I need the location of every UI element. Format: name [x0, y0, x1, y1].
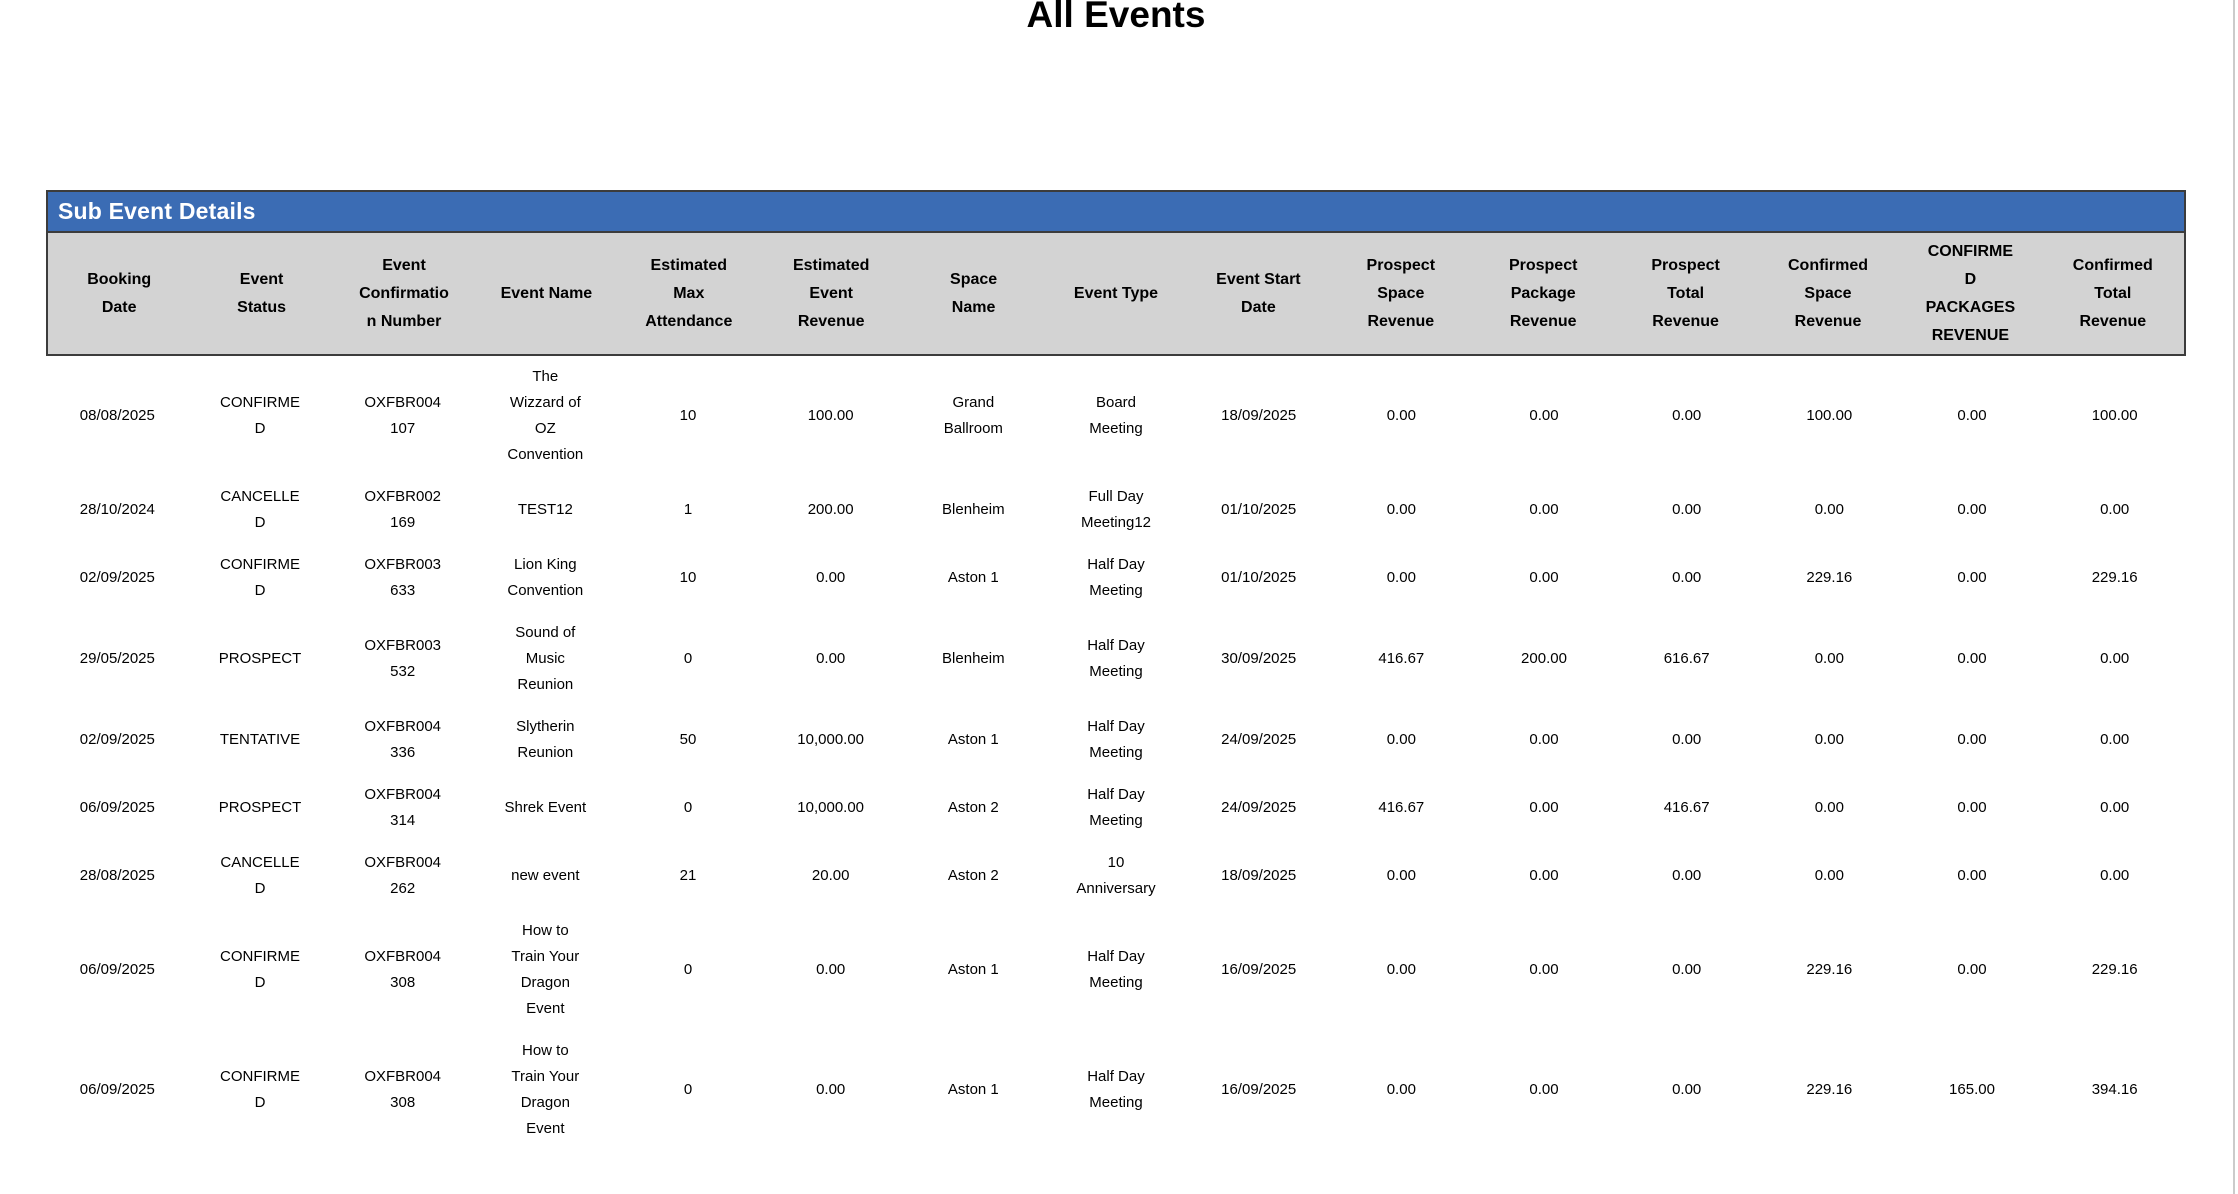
column-header-label: Event Start Date: [1216, 270, 1301, 316]
cell-estimated-event-revenue: 20.00: [811, 867, 850, 884]
cell-estimated-max-attendance: 0: [683, 799, 693, 816]
column-header-space-name: [902, 233, 1044, 354]
cell-event-name: TEST12: [517, 501, 573, 518]
cell-prospect-package-revenue: 0.00: [1529, 1081, 1559, 1098]
section-header-bar: [48, 192, 2184, 233]
cell-estimated-event-revenue: 0.00: [816, 1081, 846, 1098]
cell-confirmed-total-revenue: 229.16: [2091, 569, 2138, 586]
cell-booking-date: 08/08/2025: [79, 407, 155, 424]
cell-confirmed-packages-revenue: 0.00: [1957, 731, 1987, 748]
cell-event-type: Board Meeting: [1089, 394, 1143, 437]
column-header-prospect-package-revenue: [1472, 233, 1614, 354]
column-header-label: Estimated Max Attendance: [645, 256, 733, 330]
cell-prospect-space-revenue: 0.00: [1386, 569, 1416, 586]
cell-prospect-package-revenue: 200.00: [1521, 650, 1567, 667]
cell-prospect-space-revenue: 0.00: [1386, 407, 1416, 424]
table-row: [46, 612, 2186, 706]
cell-confirmed-space-revenue: 0.00: [1814, 501, 1844, 518]
column-header-label: Confirmed Space Revenue: [1787, 256, 1868, 330]
cell-prospect-space-revenue: 0.00: [1386, 1081, 1416, 1098]
cell-confirmed-packages-revenue: 0.00: [1957, 569, 1987, 586]
table-row: [46, 774, 2186, 842]
cell-event-start-date: 18/09/2025: [1221, 867, 1297, 884]
cell-event-name: The Wizzard of OZ Convention: [507, 368, 584, 463]
column-header-prospect-total-revenue: [1614, 233, 1756, 354]
cell-space-name: Aston 1: [947, 731, 999, 748]
cell-prospect-total-revenue: 0.00: [1672, 501, 1702, 518]
column-header-event-confirmation-number: [333, 233, 475, 354]
cell-prospect-space-revenue: 416.67: [1378, 650, 1425, 667]
column-header-event-type: [1045, 233, 1187, 354]
cell-confirmed-packages-revenue: 0.00: [1957, 650, 1987, 667]
cell-event-name: How to Train Your Dragon Event: [511, 1042, 580, 1137]
cell-confirmed-total-revenue: 0.00: [2100, 799, 2130, 816]
cell-event-type: 10 Anniversary: [1076, 854, 1156, 897]
cell-event-status: CANCELLED: [220, 488, 300, 531]
cell-event-status: PROSPECT: [218, 799, 302, 816]
cell-confirmed-total-revenue: 0.00: [2100, 731, 2130, 748]
cell-confirmed-space-revenue: 0.00: [1814, 650, 1844, 667]
cell-booking-date: 29/05/2025: [79, 650, 155, 667]
column-header-estimated-max-attendance: [618, 233, 760, 354]
cell-space-name: Blenheim: [942, 501, 1005, 518]
column-header-label: Event Type: [1073, 284, 1159, 302]
cell-estimated-event-revenue: 100.00: [807, 407, 854, 424]
cell-prospect-total-revenue: 0.00: [1672, 569, 1702, 586]
section-header-label: Sub Event Details: [58, 198, 256, 224]
cell-event-start-date: 18/09/2025: [1221, 407, 1297, 424]
cell-prospect-total-revenue: 416.67: [1663, 799, 1710, 816]
cell-confirmed-total-revenue: 0.00: [2100, 501, 2130, 518]
cell-estimated-event-revenue: 0.00: [816, 650, 846, 667]
cell-prospect-package-revenue: 0.00: [1529, 867, 1559, 884]
column-header-label: Prospect Package Revenue: [1508, 256, 1578, 330]
cell-estimated-max-attendance: 10: [679, 569, 697, 586]
cell-space-name: Blenheim: [942, 650, 1005, 667]
cell-prospect-space-revenue: 0.00: [1386, 731, 1416, 748]
cell-confirmed-total-revenue: 229.16: [2091, 961, 2138, 978]
cell-event-name: Sound of Music Reunion: [515, 624, 576, 693]
cell-event-confirmation-number: OXFBR002169: [364, 488, 442, 531]
cell-event-name: Lion King Convention: [507, 556, 584, 599]
cell-booking-date: 02/09/2025: [79, 569, 155, 586]
column-header-prospect-space-revenue: [1330, 233, 1472, 354]
cell-event-name: Shrek Event: [504, 799, 587, 816]
column-header-label: Event Confirmation Number: [359, 256, 449, 330]
cell-prospect-space-revenue: 0.00: [1386, 501, 1416, 518]
cell-event-confirmation-number: OXFBR004262: [364, 854, 442, 897]
cell-confirmed-packages-revenue: 0.00: [1957, 867, 1987, 884]
cell-prospect-space-revenue: 416.67: [1378, 799, 1425, 816]
page-right-edge-line: [2233, 0, 2235, 1194]
cell-space-name: Aston 2: [947, 799, 999, 816]
cell-confirmed-packages-revenue: 0.00: [1957, 961, 1987, 978]
table-row: [46, 356, 2186, 476]
cell-confirmed-packages-revenue: 0.00: [1957, 407, 1987, 424]
column-header-label: Event Status: [237, 270, 287, 316]
cell-confirmed-total-revenue: 0.00: [2100, 650, 2130, 667]
cell-prospect-package-revenue: 0.00: [1529, 731, 1559, 748]
cell-event-name: new event: [511, 867, 580, 884]
column-header-confirmed-total-revenue: [2042, 233, 2184, 354]
cell-prospect-package-revenue: 0.00: [1529, 799, 1559, 816]
column-header-estimated-event-revenue: [760, 233, 902, 354]
table-row: [46, 476, 2186, 544]
cell-space-name: Grand Ballroom: [943, 394, 1003, 437]
cell-event-type: Half Day Meeting: [1087, 948, 1145, 991]
cell-space-name: Aston 1: [947, 569, 999, 586]
cell-confirmed-packages-revenue: 0.00: [1957, 501, 1987, 518]
cell-event-confirmation-number: OXFBR004308: [364, 1068, 442, 1111]
cell-booking-date: 06/09/2025: [79, 961, 155, 978]
column-header-label: Booking Date: [87, 270, 152, 316]
cell-booking-date: 28/10/2024: [79, 501, 155, 518]
column-header-event-start-date: [1187, 233, 1329, 354]
cell-booking-date: 06/09/2025: [79, 799, 155, 816]
cell-confirmed-space-revenue: 229.16: [1806, 961, 1853, 978]
cell-prospect-space-revenue: 0.00: [1386, 961, 1416, 978]
column-header-label: Estimated Event Revenue: [792, 256, 870, 330]
cell-prospect-package-revenue: 0.00: [1529, 569, 1559, 586]
table-header-row: [48, 233, 2184, 354]
cell-estimated-max-attendance: 50: [679, 731, 697, 748]
column-header-label: CONFIRMED PACKAGES REVENUE: [1925, 242, 2016, 344]
cell-prospect-total-revenue: 0.00: [1672, 1081, 1702, 1098]
cell-booking-date: 02/09/2025: [79, 731, 155, 748]
column-header-booking-date: [48, 233, 190, 354]
column-header-event-name: [475, 233, 617, 354]
cell-event-start-date: 01/10/2025: [1221, 569, 1297, 586]
cell-event-name: Slytherin Reunion: [516, 718, 575, 761]
table-row: [46, 544, 2186, 612]
cell-prospect-space-revenue: 0.00: [1386, 867, 1416, 884]
cell-event-status: CANCELLED: [220, 854, 300, 897]
cell-space-name: Aston 1: [947, 1081, 999, 1098]
cell-estimated-event-revenue: 10,000.00: [797, 799, 865, 816]
cell-confirmed-space-revenue: 0.00: [1814, 867, 1844, 884]
cell-booking-date: 06/09/2025: [79, 1081, 155, 1098]
cell-confirmed-total-revenue: 394.16: [2091, 1081, 2138, 1098]
cell-event-type: Half Day Meeting: [1087, 1068, 1145, 1111]
cell-prospect-total-revenue: 0.00: [1672, 731, 1702, 748]
cell-estimated-max-attendance: 10: [679, 407, 697, 424]
cell-event-type: Full Day Meeting12: [1080, 488, 1152, 531]
table-row: [46, 842, 2186, 910]
cell-event-confirmation-number: OXFBR004308: [364, 948, 442, 991]
cell-prospect-package-revenue: 0.00: [1529, 407, 1559, 424]
cell-space-name: Aston 1: [947, 961, 999, 978]
cell-event-type: Half Day Meeting: [1087, 637, 1145, 680]
cell-event-start-date: 16/09/2025: [1221, 1081, 1297, 1098]
cell-event-type: Half Day Meeting: [1087, 718, 1145, 761]
column-header-label: Confirmed Total Revenue: [2072, 256, 2153, 330]
cell-estimated-max-attendance: 0: [683, 961, 693, 978]
cell-event-start-date: 24/09/2025: [1221, 731, 1297, 748]
cell-event-start-date: 16/09/2025: [1221, 961, 1297, 978]
column-header-label: Prospect Space Revenue: [1366, 256, 1436, 330]
cell-event-status: CONFIRMED: [219, 556, 300, 599]
column-header-label: Event Name: [500, 284, 593, 302]
column-header-label: Prospect Total Revenue: [1651, 256, 1720, 330]
cell-confirmed-space-revenue: 100.00: [1806, 407, 1853, 424]
cell-event-confirmation-number: OXFBR004336: [364, 718, 442, 761]
cell-event-name: How to Train Your Dragon Event: [511, 922, 580, 1017]
cell-estimated-event-revenue: 200.00: [807, 501, 854, 518]
column-header-event-status: [190, 233, 332, 354]
cell-prospect-total-revenue: 0.00: [1672, 961, 1702, 978]
cell-space-name: Aston 2: [947, 867, 999, 884]
cell-event-status: CONFIRMED: [219, 948, 300, 991]
column-header-label: Space Name: [950, 270, 998, 316]
column-header-confirmed-packages-revenue: [1899, 233, 2041, 354]
cell-event-start-date: 30/09/2025: [1221, 650, 1297, 667]
cell-event-confirmation-number: OXFBR004314: [364, 786, 442, 829]
table-body: [46, 356, 2186, 1150]
cell-event-type: Half Day Meeting: [1087, 786, 1145, 829]
cell-prospect-total-revenue: 0.00: [1672, 407, 1702, 424]
cell-event-start-date: 24/09/2025: [1221, 799, 1297, 816]
cell-prospect-total-revenue: 616.67: [1663, 650, 1710, 667]
cell-event-status: CONFIRMED: [219, 394, 300, 437]
table-row: [46, 706, 2186, 774]
cell-confirmed-space-revenue: 229.16: [1806, 569, 1853, 586]
cell-event-status: PROSPECT: [218, 650, 302, 667]
cell-confirmed-space-revenue: 229.16: [1806, 1081, 1853, 1098]
cell-prospect-package-revenue: 0.00: [1529, 501, 1559, 518]
cell-estimated-event-revenue: 0.00: [816, 569, 846, 586]
cell-event-status: CONFIRMED: [219, 1068, 300, 1111]
cell-confirmed-total-revenue: 0.00: [2100, 867, 2130, 884]
sub-event-details-report: [46, 190, 2186, 1150]
cell-estimated-max-attendance: 21: [679, 867, 697, 884]
cell-event-confirmation-number: OXFBR004107: [364, 394, 442, 437]
cell-confirmed-total-revenue: 100.00: [2091, 407, 2138, 424]
cell-estimated-max-attendance: 1: [683, 501, 693, 518]
table-row: [46, 1030, 2186, 1150]
column-header-confirmed-space-revenue: [1757, 233, 1899, 354]
cell-event-confirmation-number: OXFBR003532: [364, 637, 442, 680]
cell-booking-date: 28/08/2025: [79, 867, 155, 884]
cell-event-status: TENTATIVE: [219, 731, 301, 748]
page-title: All Events: [1026, 0, 1206, 35]
cell-confirmed-space-revenue: 0.00: [1814, 731, 1844, 748]
cell-estimated-event-revenue: 10,000.00: [797, 731, 865, 748]
cell-event-confirmation-number: OXFBR003633: [364, 556, 442, 599]
cell-estimated-max-attendance: 0: [683, 650, 693, 667]
table-row: [46, 910, 2186, 1030]
table-head-block: [46, 190, 2186, 356]
cell-estimated-event-revenue: 0.00: [816, 961, 846, 978]
cell-event-start-date: 01/10/2025: [1221, 501, 1297, 518]
cell-prospect-package-revenue: 0.00: [1529, 961, 1559, 978]
cell-confirmed-packages-revenue: 165.00: [1949, 1081, 1995, 1098]
cell-confirmed-packages-revenue: 0.00: [1957, 799, 1987, 816]
cell-event-type: Half Day Meeting: [1087, 556, 1145, 599]
cell-prospect-total-revenue: 0.00: [1672, 867, 1702, 884]
cell-confirmed-space-revenue: 0.00: [1814, 799, 1844, 816]
cell-estimated-max-attendance: 0: [683, 1081, 693, 1098]
